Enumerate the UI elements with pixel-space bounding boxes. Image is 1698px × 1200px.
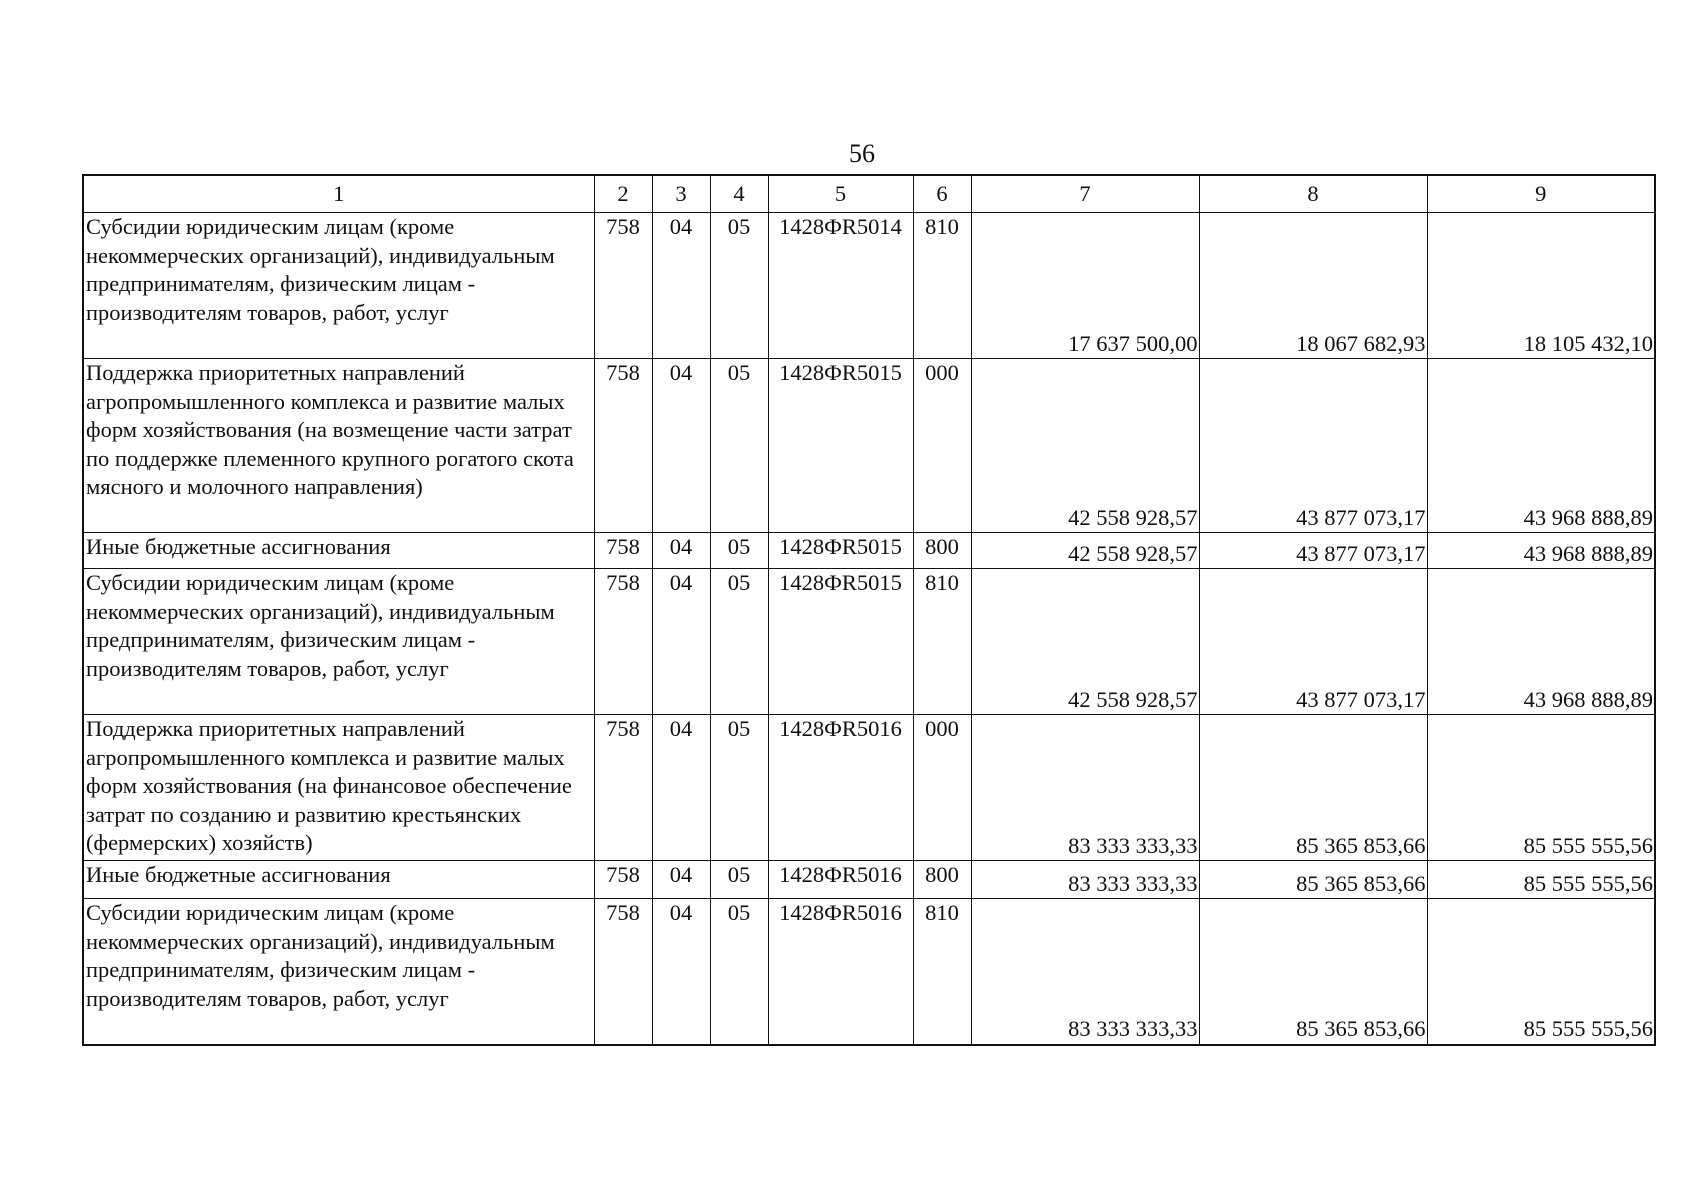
table-row [83, 533, 1655, 569]
row-name: Иные бюджетные ассигнования [83, 861, 594, 899]
expense-type-code: 810 [913, 569, 971, 715]
row-name: Субсидии юридическим лицам (кроме некоммерческих организаций), индивидуальным предпринимателям, физическим лицам - производителям товаров, работ, услуг [83, 569, 594, 715]
header-cell: 1 [83, 175, 594, 213]
target-article-code: 1428ФR5014 [768, 213, 913, 359]
ministry-code: 758 [594, 533, 652, 569]
target-article-code: 1428ФR5016 [768, 899, 913, 1045]
target-article-code: 1428ФR5015 [768, 569, 913, 715]
target-article-code: 1428ФR5015 [768, 533, 913, 569]
row-name: Субсидии юридическим лицам (кроме некоммерческих организаций), индивидуальным предпринимателям, физическим лицам - производителям товаров, работ, услуг [83, 213, 594, 359]
amount-col-7: 42 558 928,57 [971, 359, 1199, 533]
table-row [83, 715, 1655, 861]
ministry-code: 758 [594, 569, 652, 715]
section-code: 04 [652, 359, 710, 533]
section-code: 04 [652, 899, 710, 1045]
section-code: 04 [652, 533, 710, 569]
expense-type-code: 000 [913, 715, 971, 861]
header-cell: 6 [913, 175, 971, 213]
amount-col-8: 43 877 073,17 [1199, 359, 1427, 533]
header-cell: 7 [971, 175, 1199, 213]
expense-type-code: 800 [913, 533, 971, 569]
amount-col-7: 42 558 928,57 [971, 533, 1199, 569]
subsection-code: 05 [710, 359, 768, 533]
subsection-code: 05 [710, 899, 768, 1045]
table-header-row [83, 175, 1655, 213]
amount-col-7: 17 637 500,00 [971, 213, 1199, 359]
header-cell: 9 [1427, 175, 1655, 213]
target-article-code: 1428ФR5016 [768, 861, 913, 899]
ministry-code: 758 [594, 213, 652, 359]
amount-col-9: 85 555 555,56 [1427, 715, 1655, 861]
ministry-code: 758 [594, 359, 652, 533]
amount-col-8: 43 877 073,17 [1199, 533, 1427, 569]
target-article-code: 1428ФR5016 [768, 715, 913, 861]
amount-col-9: 85 555 555,56 [1427, 899, 1655, 1045]
subsection-code: 05 [710, 569, 768, 715]
section-code: 04 [652, 715, 710, 861]
budget-table [82, 174, 1656, 1046]
table-row [83, 569, 1655, 715]
amount-col-9: 85 555 555,56 [1427, 861, 1655, 899]
section-code: 04 [652, 213, 710, 359]
ministry-code: 758 [594, 899, 652, 1045]
ministry-code: 758 [594, 861, 652, 899]
row-name: Иные бюджетные ассигнования [83, 533, 594, 569]
header-cell: 5 [768, 175, 913, 213]
amount-col-7: 83 333 333,33 [971, 861, 1199, 899]
amount-col-8: 85 365 853,66 [1199, 899, 1427, 1045]
amount-col-8: 85 365 853,66 [1199, 861, 1427, 899]
section-code: 04 [652, 569, 710, 715]
subsection-code: 05 [710, 533, 768, 569]
section-code: 04 [652, 861, 710, 899]
header-cell: 2 [594, 175, 652, 213]
row-name: Субсидии юридическим лицам (кроме некоммерческих организаций), индивидуальным предпринимателям, физическим лицам - производителям товаров, работ, услуг [83, 899, 594, 1045]
table-row [83, 899, 1655, 1045]
amount-col-8: 85 365 853,66 [1199, 715, 1427, 861]
expense-type-code: 810 [913, 213, 971, 359]
header-cell: 3 [652, 175, 710, 213]
amount-col-7: 83 333 333,33 [971, 899, 1199, 1045]
amount-col-9: 43 968 888,89 [1427, 569, 1655, 715]
row-name: Поддержка приоритетных направлений агропромышленного комплекса и развитие малых форм хозяйствования (на финансовое обеспечение затрат по созданию и развитию крестьянских (фермерских) хозяйств) [83, 715, 594, 861]
expense-type-code: 000 [913, 359, 971, 533]
subsection-code: 05 [710, 213, 768, 359]
target-article-code: 1428ФR5015 [768, 359, 913, 533]
row-name: Поддержка приоритетных направлений агропромышленного комплекса и развитие малых форм хозяйствования (на возмещение части затрат по поддержке племенного крупного рогатого скота мясного и молочного направления) [83, 359, 594, 533]
ministry-code: 758 [594, 715, 652, 861]
page-number: 56 [849, 139, 875, 168]
amount-col-8: 43 877 073,17 [1199, 569, 1427, 715]
amount-col-8: 18 067 682,93 [1199, 213, 1427, 359]
table-row [83, 359, 1655, 533]
expense-type-code: 810 [913, 899, 971, 1045]
table-row [83, 861, 1655, 899]
amount-col-7: 42 558 928,57 [971, 569, 1199, 715]
amount-col-9: 18 105 432,10 [1427, 213, 1655, 359]
subsection-code: 05 [710, 715, 768, 861]
subsection-code: 05 [710, 861, 768, 899]
table-row [83, 213, 1655, 359]
amount-col-9: 43 968 888,89 [1427, 533, 1655, 569]
amount-col-9: 43 968 888,89 [1427, 359, 1655, 533]
expense-type-code: 800 [913, 861, 971, 899]
amount-col-7: 83 333 333,33 [971, 715, 1199, 861]
header-cell: 8 [1199, 175, 1427, 213]
header-cell: 4 [710, 175, 768, 213]
